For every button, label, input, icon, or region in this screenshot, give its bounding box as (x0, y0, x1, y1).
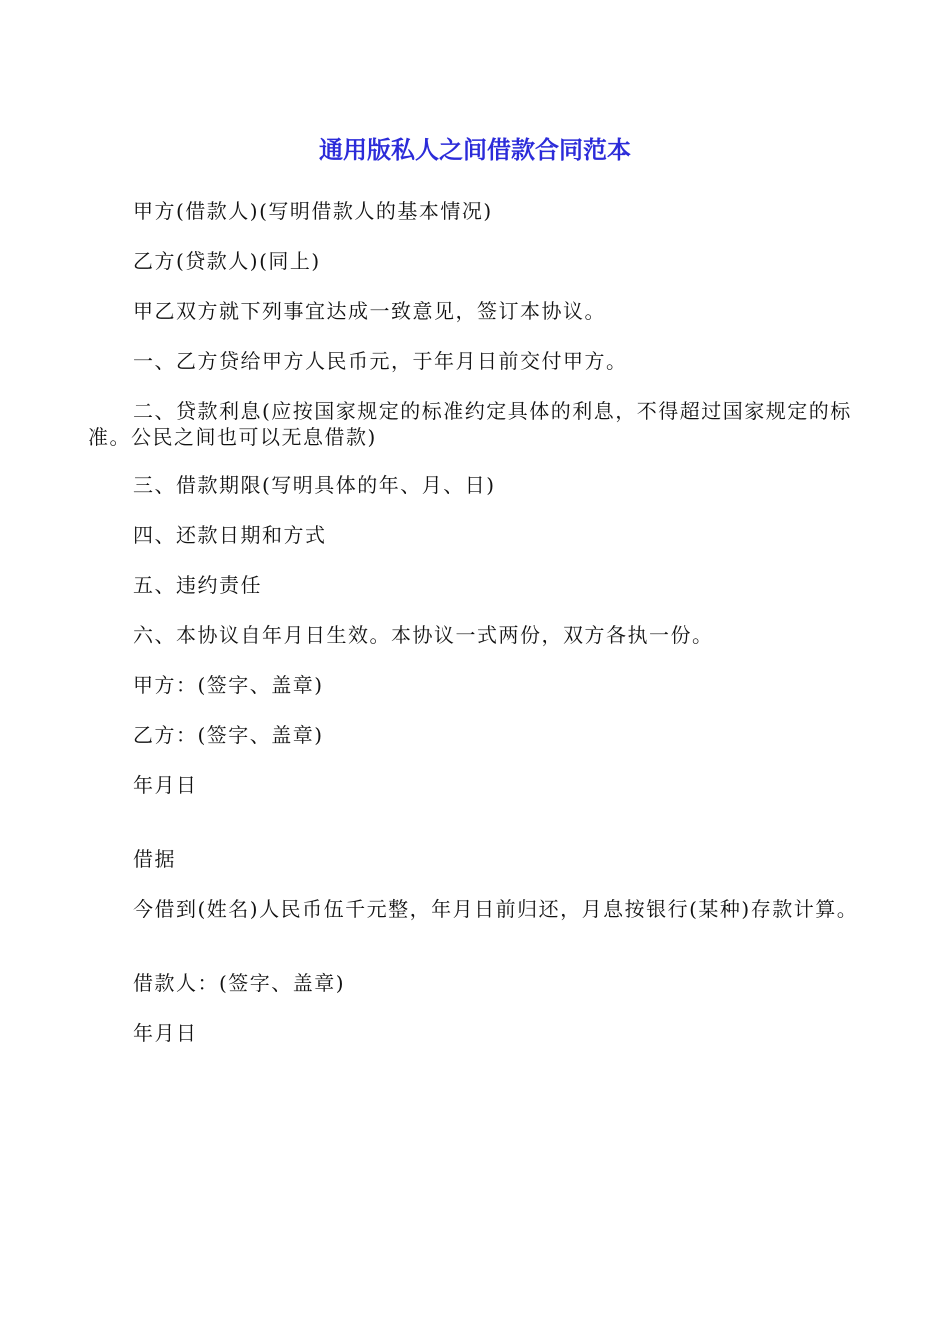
clause-1: 一、乙方贷给甲方人民币元，于年月日前交付甲方。 (133, 349, 628, 373)
clause-3: 三、借款期限(写明具体的年、月、日) (133, 473, 496, 497)
document-title: 通用版私人之间借款合同范本 (319, 136, 631, 164)
party-b-signature: 乙方：(签字、盖章) (133, 723, 324, 747)
iou-body: 今借到(姓名)人民币伍千元整，年月日前归还，月息按银行(某种)存款计算。 (133, 897, 859, 921)
clause-5: 五、违约责任 (133, 573, 262, 597)
agreement-intro: 甲乙双方就下列事宜达成一致意见，签订本协议。 (133, 299, 606, 323)
party-b-line: 乙方(贷款人)(同上) (133, 249, 321, 273)
iou-date: 年月日 (133, 1021, 198, 1045)
clause-4: 四、还款日期和方式 (133, 523, 327, 547)
borrower-signature: 借款人：(签字、盖章) (133, 971, 346, 995)
clause-6: 六、本协议自年月日生效。本协议一式两份，双方各执一份。 (133, 623, 714, 647)
iou-heading: 借据 (133, 847, 176, 871)
clause-2: 二、贷款利息(应按国家规定的标准约定具体的利息，不得超过国家规定的标准。公民之间也可以无息借款) (88, 399, 852, 449)
contract-date: 年月日 (133, 773, 198, 797)
party-a-signature: 甲方：(签字、盖章) (133, 673, 324, 697)
party-a-line: 甲方(借款人)(写明借款人的基本情况) (133, 199, 493, 223)
